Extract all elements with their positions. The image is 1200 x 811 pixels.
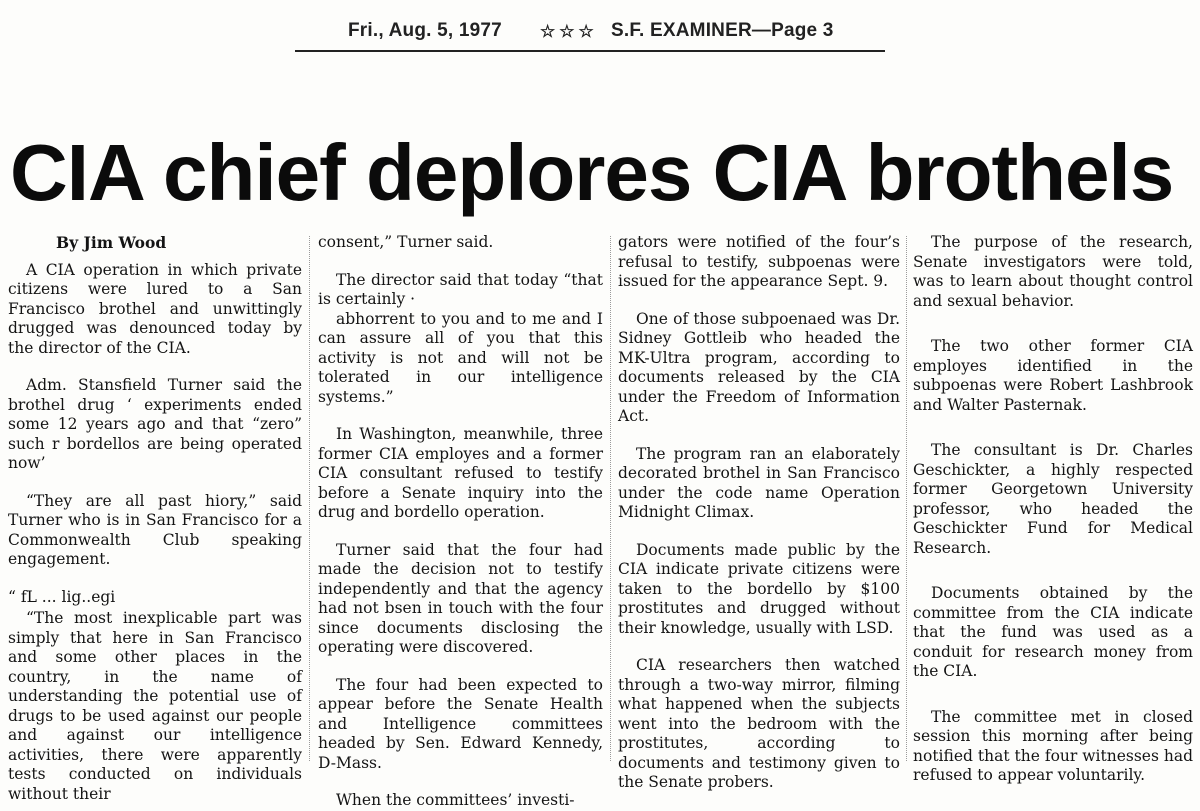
- paragraph: “ fL ... lig..egi: [8, 587, 116, 606]
- paragraph: A CIA operation in which private citizens were lured to a San Francisco brothel and unwittingly drugged was denounced today by the director of the CIA.: [8, 260, 302, 357]
- paragraph: Adm. Stansfield Turner said the brothel drug ‘ experiments ended some 12 years ago and that “zero” such r bordellos are being operated now’: [8, 376, 302, 472]
- column-rule: [309, 236, 310, 761]
- paragraph: “The most inexplicable part was simply that here in San Francisco and some other places in the country, in the name of understanding the potential use of drugs to be used against our people and against our intelligence activities, there were apparently tests conducted on individuals without their: [8, 609, 302, 803]
- paragraph: CIA researchers then watched through a two-way mirror, filming what happened when the subjects went into the bedroom with the prostitutes, according to documents and testimony given to the Senate probers.: [618, 656, 900, 791]
- paragraph: When the committees’ investi-: [336, 791, 575, 809]
- article-column-2: [318, 233, 603, 809]
- paragraph: abhorrent to you and to me and I can assure all of you that this activity is not and will not be tolerated in our intelligence systems.”: [318, 309, 603, 406]
- paragraph: Documents obtained by the committee from the CIA indicate that the fund was used as a conduit for research money from the CIA.: [913, 584, 1193, 680]
- dateline: [295, 14, 885, 52]
- paragraph: Turner said that the four had made the decision not to testify independently and that the agency had not bsen in touch with the four since documents disclosing the operating were discovered.: [318, 540, 603, 656]
- article-column-3: [618, 233, 900, 791]
- paragraph: The committee met in closed session this morning after being notified that the four witnesses had refused to appear voluntarily.: [913, 707, 1193, 784]
- paragraph: The two other former CIA employes identified in the subpoenas were Robert Lashbrook and Walter Pasternak.: [913, 337, 1193, 414]
- dateline-stars: ☆☆☆: [540, 22, 598, 41]
- byline: By Jim Wood: [56, 233, 167, 252]
- paragraph: The program ran an elaborately decorated brothel in San Francisco under the code name Operation Midnight Climax.: [618, 444, 900, 521]
- paragraph: Documents made public by the CIA indicate private citizens were taken to the bordello by $100 prostitutes and drugged without their knowledge, usually with LSD.: [618, 540, 900, 637]
- paragraph: The director said that today “that is certainly ·: [318, 270, 603, 308]
- paragraph: “They are all past hiory,” said Turner who is in San Francisco for a Commonwealth Club speaking engagement.: [8, 491, 302, 568]
- paragraph: gators were notified of the four’s refusal to testify, subpoenas were issued for the appearance Sept. 9.: [618, 233, 900, 290]
- paragraph: consent,” Turner said.: [318, 233, 494, 251]
- headline: CIA chief deplores CIA brothels: [10, 128, 1174, 217]
- article-column-4: [913, 233, 1193, 788]
- paragraph: The four had been expected to appear before the Senate Health and Intelligence committees headed by Sen. Edward Kennedy, D-Mass.: [318, 675, 603, 772]
- dateline-date: Fri., Aug. 5, 1977: [348, 20, 502, 41]
- article-column-1: [8, 233, 302, 803]
- paragraph: One of those subpoenaed was Dr. Sidney Gottleib who headed the MK-Ultra program, according to documents released by the CIA under the Freedom of Information Act.: [618, 309, 900, 425]
- paragraph: In Washington, meanwhile, three former CIA employes and a former CIA consultant refused to testify before a Senate inquiry into the drug and bordello operation.: [318, 425, 603, 521]
- paragraph: The purpose of the research, Senate investigators were told, was to learn about thought control and sexual behavior.: [913, 233, 1193, 310]
- column-rule: [610, 236, 611, 761]
- column-rule: [906, 236, 907, 761]
- dateline-paper-page: S.F. EXAMINER—Page 3: [611, 20, 834, 41]
- paragraph: The consultant is Dr. Charles Geschickter, a highly respected former Georgetown University professor, who headed the Geschickter Fund for Medical Research.: [913, 441, 1193, 557]
